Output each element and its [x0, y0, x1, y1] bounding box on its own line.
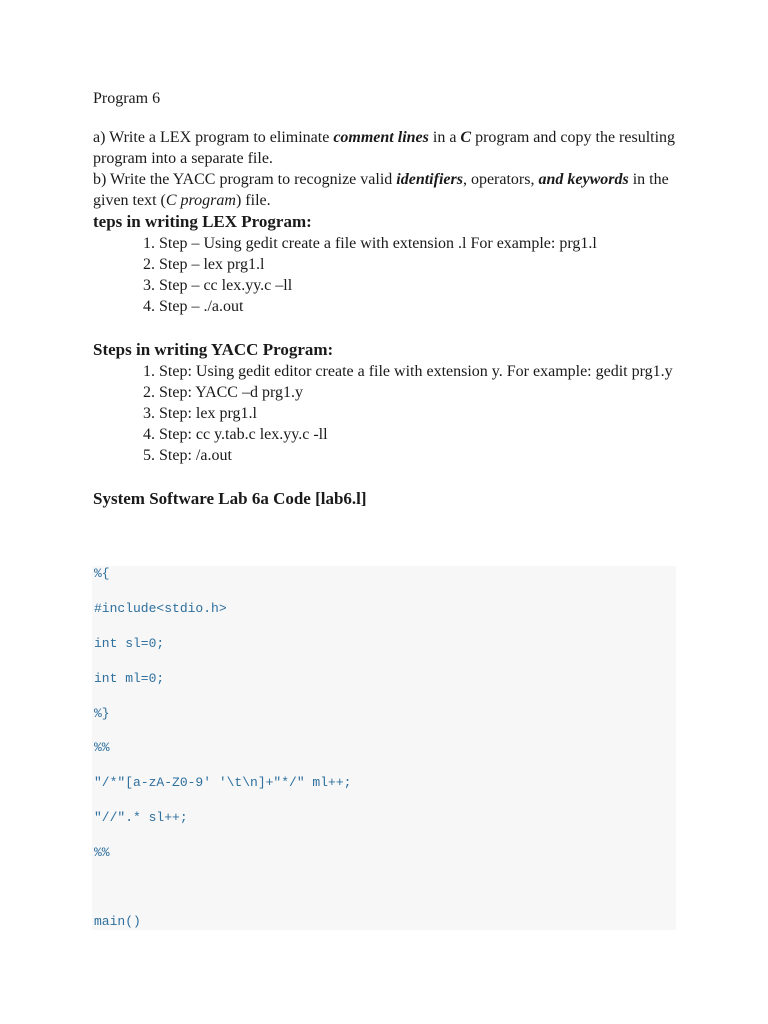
code-line: int ml=0;: [94, 671, 165, 686]
task-a-text-2: in a: [428, 129, 461, 146]
program-title: Program 6: [93, 90, 161, 107]
task-b-paragraph: [93, 169, 693, 211]
code-line: %%: [94, 740, 110, 755]
code-line: %%: [94, 845, 110, 860]
code-line: %}: [94, 706, 110, 721]
yacc-steps-heading: Steps in writing YACC Program:: [93, 340, 334, 359]
code-block: [92, 566, 676, 930]
task-b-text-2: , operators,: [462, 171, 539, 188]
task-a-emphasis-comment-lines: comment lines: [333, 129, 429, 146]
task-b-text-3: in the given text (: [93, 171, 669, 209]
lex-step-item: 3. Step – cc lex.yy.c –ll: [159, 275, 693, 296]
lex-step-item: 4. Step – ./a.out: [159, 296, 693, 317]
task-a-text-1: a) Write a LEX program to eliminate: [93, 129, 334, 146]
lex-step-item: 2. Step – lex prg1.l: [159, 254, 693, 275]
lex-step-item: 1. Step – Using gedit create a file with extension .l For example: prg1.l: [159, 233, 693, 254]
code-line: "//".* sl++;: [94, 810, 188, 825]
code-heading: System Software Lab 6a Code [lab6.l]: [93, 489, 367, 508]
yacc-step-item: 4. Step: cc y.tab.c lex.yy.c -ll: [159, 424, 693, 445]
lex-steps-heading: teps in writing LEX Program:: [93, 212, 312, 231]
code-line: %{: [94, 566, 110, 581]
yacc-step-item: 5. Step: /a.out: [159, 445, 693, 466]
yacc-steps-section: [93, 361, 693, 466]
task-a-emphasis-c: C: [460, 129, 472, 146]
task-b-emphasis-c-program: C program: [165, 192, 236, 209]
yacc-step-item: 3. Step: lex prg1.l: [159, 403, 693, 424]
task-b-text-4: ) file.: [235, 192, 271, 209]
code-line: "/*"[a-zA-Z0-9' '\t\n]+"*/" ml++;: [94, 775, 352, 790]
task-b-emphasis-keywords: and keywords: [538, 171, 629, 188]
task-b-text-1: b) Write the YACC program to recognize valid: [93, 171, 397, 188]
task-a-paragraph: [93, 127, 693, 169]
code-line: main(): [94, 914, 141, 929]
yacc-steps-list: [93, 361, 693, 466]
yacc-step-item: 1. Step: Using gedit editor create a file with extension y. For example: gedit prg1.y: [159, 361, 693, 382]
code-line: int sl=0;: [94, 636, 165, 651]
lex-steps-list: [93, 233, 693, 317]
task-b-emphasis-identifiers: identifiers: [396, 171, 463, 188]
lex-steps-section: [93, 233, 693, 317]
yacc-step-item: 2. Step: YACC –d prg1.y: [159, 382, 693, 403]
code-line: #include<stdio.h>: [94, 601, 227, 616]
task-a-text-3: program and copy the resulting program into a separate file.: [93, 129, 676, 167]
